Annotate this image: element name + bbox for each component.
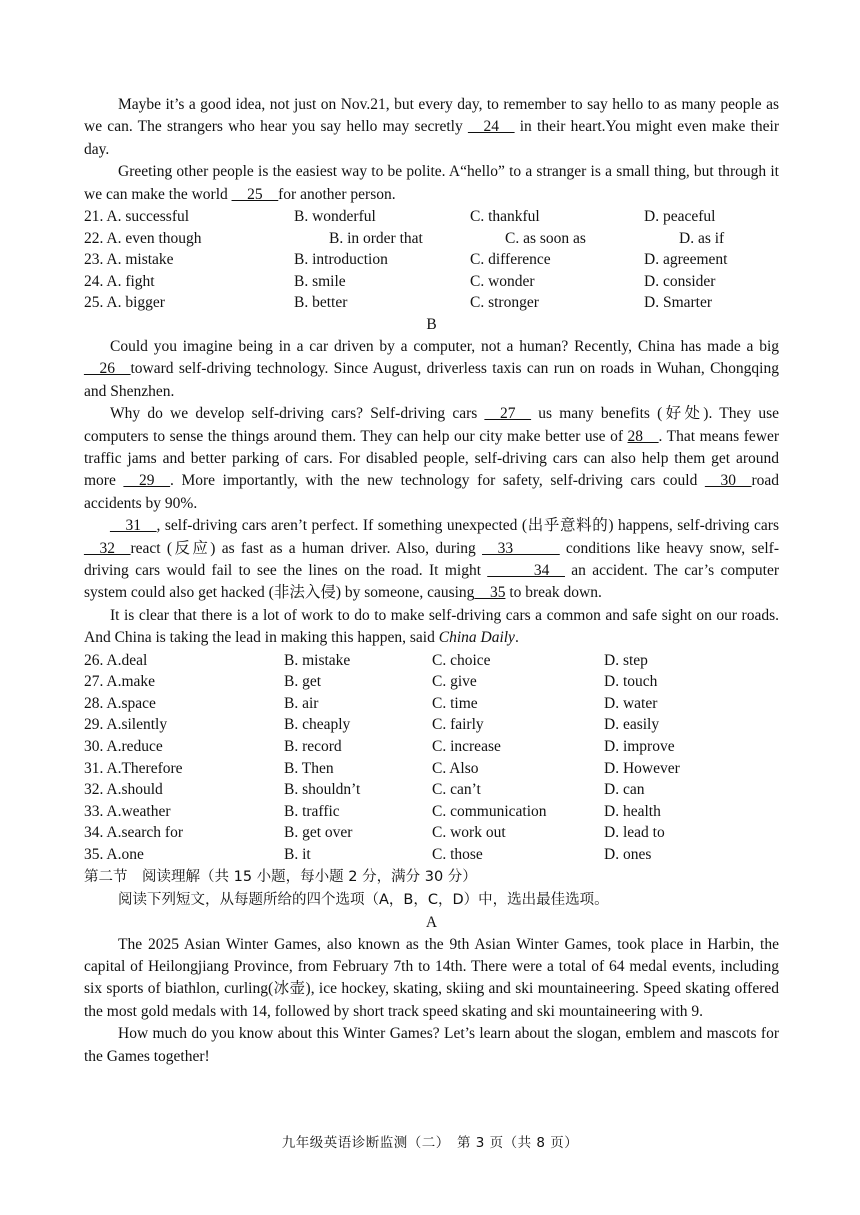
blank-24: __24__ <box>467 118 515 136</box>
section-heading-b: B <box>426 316 437 333</box>
blank-34: ______34__ <box>487 562 565 580</box>
options-21-25 <box>84 206 779 314</box>
passage-a-paragraph: Greeting other people is the easiest way to be polite. A“hello” to a stranger is a small thing, but through it we can make the world __25__for another person. <box>84 163 779 203</box>
passage-b-paragraph: Could you imagine being in a car driven by a computer, not a human? Recently, China has made a big __26__toward self-driving technology. Since August, driverless taxis can run on roads in Wuhan, Chongqing and Shenzhen. <box>84 338 779 400</box>
passage-b-paragraph: It is clear that there is a lot of work to do to make self-driving cars a common and safe sight on our roads. And China is taking the lead in making this happen, said China Daily. <box>84 606 779 647</box>
option-row: 35. A.one B. it C. those D. ones <box>84 846 652 864</box>
passage-a-paragraph: Maybe it’s a good idea, not just on Nov.21, but every day, to remember to say hello to as many people as we can. The strangers who hear you say hello may secretly __24__ in their heart.You might even make their day. <box>84 96 779 158</box>
exam-page-content <box>84 94 779 1068</box>
section-2-title: 第二节 阅读理解（共 15 小题，每小题 2 分，满分 30 分） <box>84 868 477 885</box>
option-row: 26. A.deal B. mistake C. choice D. step <box>84 651 648 669</box>
option-row: 28. A.space B. air C. time D. water <box>84 694 658 712</box>
blank-25: __25__ <box>231 185 279 203</box>
option-row: 30. A.reduce B. record C. increase D. improve <box>84 738 675 756</box>
blank-30: __30__ <box>704 472 752 490</box>
source-title: China Daily <box>438 629 515 647</box>
option-row: 33. A.weather B. traffic C. communication D. health <box>84 802 661 820</box>
blank-26: __26__ <box>84 360 131 378</box>
section-2-instruction: 阅读下列短文，从每题所给的四个选项（A，B，C，D）中，选出最佳选项。 <box>118 891 609 908</box>
blank-32: __32__ <box>84 539 131 557</box>
passage-b-paragraph: __31__, self-driving cars aren’t perfect. If something unexpected (出乎意料的) happens, self-driving cars __32__react (反应) as fast as a human driver. Also, during __33______ conditions like heavy snow, self- driving cars would fail to see the lines on the road. It might ______34__ an accident. The car’s computer system could also get hacked (非法入侵) by someone, causing__35 to break down. <box>84 517 780 602</box>
reading-a-paragraph: How much do you know about this Winter Games? Let’s learn about the slogan, emblem and mascots for the Games together! <box>84 1025 779 1065</box>
page-footer: 九年级英语诊断监测（二） 第 3 页（共 8 页） <box>281 1135 579 1151</box>
option-row: 32. A.should B. shouldn’t C. can’t D. can <box>84 781 645 799</box>
option-row: 24. A. fight B. smile C. wonder D. consider <box>84 272 716 290</box>
blank-29: __29__ <box>123 472 170 490</box>
section-heading-a: A <box>425 913 438 931</box>
option-row: 25. A. bigger B. better C. stronger D. Smarter <box>84 294 713 312</box>
blank-31: __31__ <box>110 517 157 535</box>
option-row: 23. A. mistake B. introduction C. difference D. agreement <box>84 251 728 269</box>
option-row: 27. A.make B. get C. give D. touch <box>84 673 658 691</box>
option-row: 31. A.Therefore B. Then C. Also D. However <box>84 759 680 777</box>
options-26-35 <box>84 650 779 866</box>
option-row: 22. A. even though B. in order that C. as soon as D. as if <box>84 229 725 247</box>
blank-33: __33______ <box>482 539 560 557</box>
passage-b-paragraph: Why do we develop self-driving cars? Self-driving cars __27__ us many benefits (好处). They use computers to sense the things around them. They can help our city make better use of 28__. That means fewer traffic jams and better parking of cars. For disabled people, self-driving cars can also help them get around more __29__. More importantly, with the new technology for safety, self-driving cars could __30__road accidents by 90%. <box>84 405 779 512</box>
option-row: 34. A.search for B. get over C. work out D. lead to <box>84 824 665 842</box>
option-row: 21. A. successful B. wonderful C. thankful D. peaceful <box>84 208 716 226</box>
blank-28: 28__ <box>627 427 659 445</box>
reading-a-paragraph: The 2025 Asian Winter Games, also known as the 9th Asian Winter Games, took place in Harbin, the capital of Heilongjiang Province, from February 7th to 14th. There were a total of 64 medal events, including six sports of biathlon, curling(冰壶), ice hockey, skating, skiing and ski mountaineering. Speed skating offered the most gold medals with 14, followed by short track speed skating and ski mountaineering with 9. <box>84 935 779 1020</box>
blank-35: __35 <box>474 584 506 602</box>
blank-27: __27__ <box>484 405 531 423</box>
option-row: 29. A.silently B. cheaply C. fairly D. easily <box>84 716 660 734</box>
